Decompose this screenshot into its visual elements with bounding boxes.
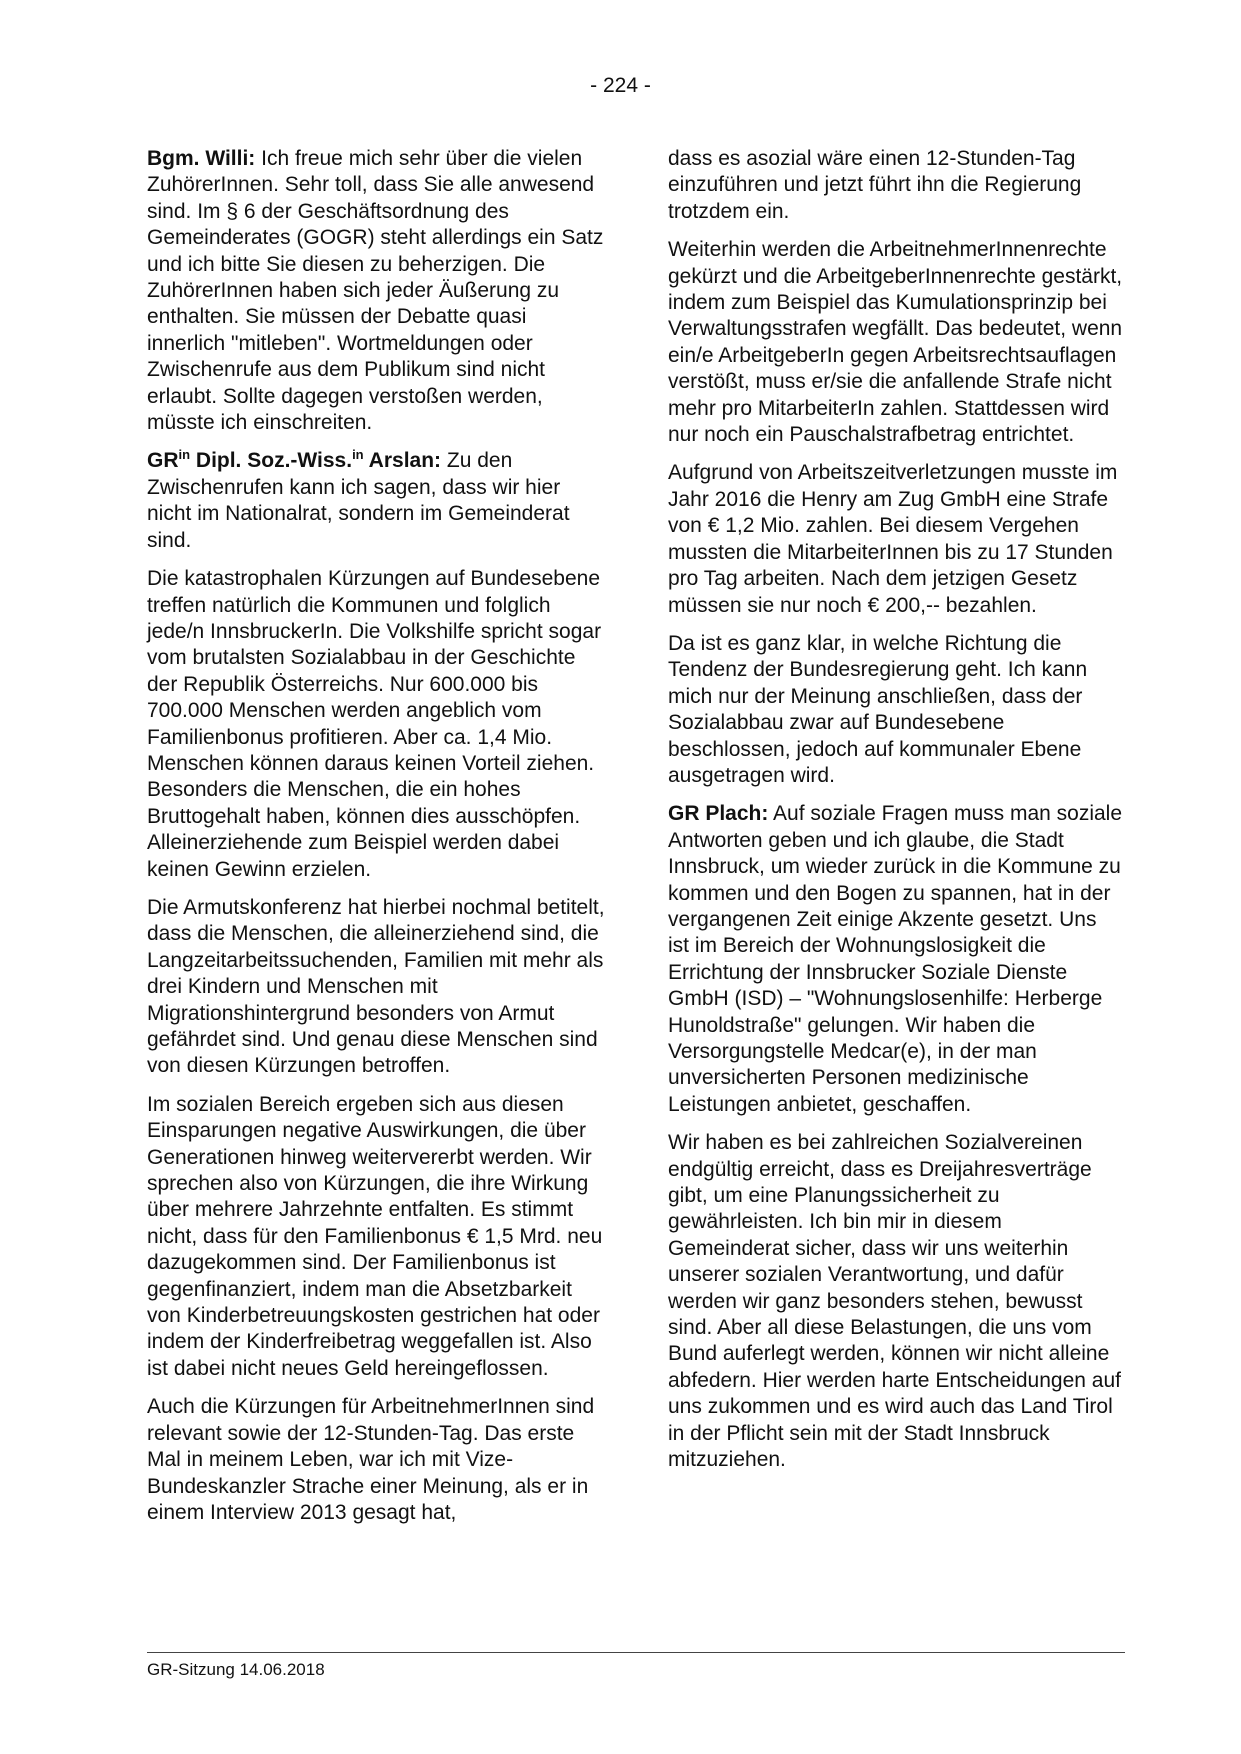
speaker-title: GR xyxy=(147,449,179,473)
right-column xyxy=(668,146,1123,1486)
paragraph xyxy=(147,448,607,554)
paragraph: Die katastrophalen Kürzungen auf Bundesebene treffen natürlich die Kommunen und folglich jede/n InnsbruckerIn. Die Volkshilfe spricht sogar vom brutalsten Sozialabbau in der Geschichte der Republik Österreichs. Nur 600.000 bis 700.000 Menschen werden angeblich vom Familienbonus profitieren. Aber ca. 1,4 Mio. Menschen können daraus keinen Vorteil ziehen. Besonders die Menschen, die ein hohes Bruttogehalt haben, können dies ausschöpfen. Alleinerziehende zum Beispiel werden dabei keinen Gewinn erzielen. xyxy=(147,567,602,881)
paragraph: dass es asozial wäre einen 12-Stunden-Tag einzuführen und jetzt führt ihn die Regierung trotzdem ein. xyxy=(668,147,1082,223)
paragraph: Auch die Kürzungen für ArbeitnehmerInnen sind relevant sowie der 12-Stunden-Tag. Das erste Mal in meinem Leben, war ich mit Vize-Bundeskanzler Strache einer Meinung, als er in einem Interview 2013 gesagt hat, xyxy=(147,1395,595,1524)
speaker-surname: Arslan: xyxy=(363,449,442,473)
speaker-name xyxy=(147,449,441,472)
footer-session-date: GR-Sitzung 14.06.2018 xyxy=(147,1660,325,1679)
paragraph: Weiterhin werden die ArbeitnehmerInnenrechte gekürzt und die ArbeitgeberInnenrechte gestärkt, indem zum Beispiel das Kumulationsprinzip bei Verwaltungsstrafen wegfällt. Das bedeutet, wenn ein/e ArbeitgeberIn gegen Arbeitsrechtsauflagen verstößt, muss er/sie die anfallende Strafe nicht mehr pro MitarbeiterIn zahlen. Stattdessen wird nur noch ein Pauschalstrafbetrag entrichtet. xyxy=(668,238,1123,447)
page-number: - 224 - xyxy=(590,74,651,97)
speaker-suffix: in xyxy=(178,447,191,463)
paragraph xyxy=(668,801,1123,1118)
paragraph: Da ist es ganz klar, in welche Richtung die Tendenz der Bundesregierung geht. Ich kann mich nur der Meinung anschließen, dass der Sozialabbau zwar auf Bundesebene beschlossen, jedoch auf kommunaler Ebene ausgetragen wird. xyxy=(668,631,1088,787)
paragraph: Die Armutskonferenz hat hierbei nochmal betitelt, dass die Menschen, die alleinerziehend sind, die Langzeitarbeitssuchenden, Familien mit mehr als drei Kindern und Menschen mit Migrationshintergrund besonders von Armut gefährdet sind. Und genau diese Menschen sind von diesen Kürzungen betroffen. xyxy=(147,895,605,1078)
paragraph xyxy=(147,146,607,436)
paragraph: Im sozialen Bereich ergeben sich aus diesen Einsparungen negative Auswirkungen, die über Generationen hinweg weitervererbt werden. Wir sprechen also von Kürzungen, die ihre Wirkung über mehrere Jahrzehnte entfalten. Es stimmt nicht, dass für den Familienbonus € 1,5 Mrd. neu dazugekommen sind. Der Familienbonus ist gegenfinanziert, indem man die Absetzbarkeit von Kinderbetreuungskosten gestrichen hat oder indem der Kinderfreibetrag weggefallen ist. Also ist dabei nicht neues Geld hereingeflossen. xyxy=(147,1092,603,1380)
paragraph-text: Ich freue mich sehr über die vielen ZuhörerInnen. Sehr toll, dass Sie alle anwesend sind. Im § 6 der Geschäftsordnung des Gemeinderates (GOGR) steht allerdings ein Satz und ich bitte Sie diesen zu beherzigen. Die ZuhörerInnen haben sich jeder Äußerung zu enthalten. Sie müssen der Debatte quasi innerlich "mitleben". Wortmeldungen oder Zwischenrufe aus dem Publikum sind nicht erlaubt. Sollte dagegen verstoßen werden, müsste ich einschreiten. xyxy=(147,147,604,435)
paragraph-text: Zu den Zwischenrufen kann ich sagen, dass wir hier nicht im Nationalrat, sondern im Gemeinderat sind. xyxy=(147,449,570,552)
paragraph: Wir haben es bei zahlreichen Sozialvereinen endgültig erreicht, dass es Dreijahresverträge gibt, um eine Planungssicherheit zu gewährleisten. Ich bin mir in diesem Gemeinderat sicher, dass wir uns weiterhin unserer sozialen Verantwortung, und dafür werden wir ganz besonders stehen, bewusst sind. Aber all diese Belastungen, die uns vom Bund auferlegt werden, können wir nicht alleine abfedern. Hier werden harte Entscheidungen auf uns zukommen und es wird auch das Land Tirol in der Pflicht sein mit der Stadt Innsbruck mitzuziehen. xyxy=(668,1131,1121,1472)
speaker-name: GR Plach: xyxy=(668,802,769,826)
speaker-suffix: in xyxy=(352,447,364,463)
paragraph-text: Auf soziale Fragen muss man soziale Antworten geben und ich glaube, die Stadt Innsbruck, um wieder zurück in die Kommune zu kommen und den Bogen zu spannen, hat in der vergangenen Zeit einige Akzente gesetzt. Uns ist im Bereich der Wohnungslosigkeit die Errichtung der Innsbrucker Soziale Dienste GmbH (ISD) – "Wohnungslosenhilfe: Herberge Hunoldstraße" gelungen. Wir haben die Versorgungstelle Medcar(e), in der man unversicherten Personen medizinische Leistungen anbietet, geschaffen. xyxy=(668,802,1123,1116)
speaker-degree: Dipl. Soz.-Wiss. xyxy=(190,449,353,473)
paragraph: Aufgrund von Arbeitszeitverletzungen musste im Jahr 2016 die Henry am Zug GmbH eine Strafe von € 1,2 Mio. zahlen. Bei diesem Vergehen mussten die MitarbeiterInnen bis zu 17 Stunden pro Tag arbeiten. Nach dem jetzigen Gesetz müssen sie nur noch € 200,-- bezahlen. xyxy=(668,461,1118,617)
speaker-name: Bgm. Willi: xyxy=(147,147,256,170)
left-column xyxy=(147,146,607,1538)
footer-divider xyxy=(147,1652,1125,1653)
